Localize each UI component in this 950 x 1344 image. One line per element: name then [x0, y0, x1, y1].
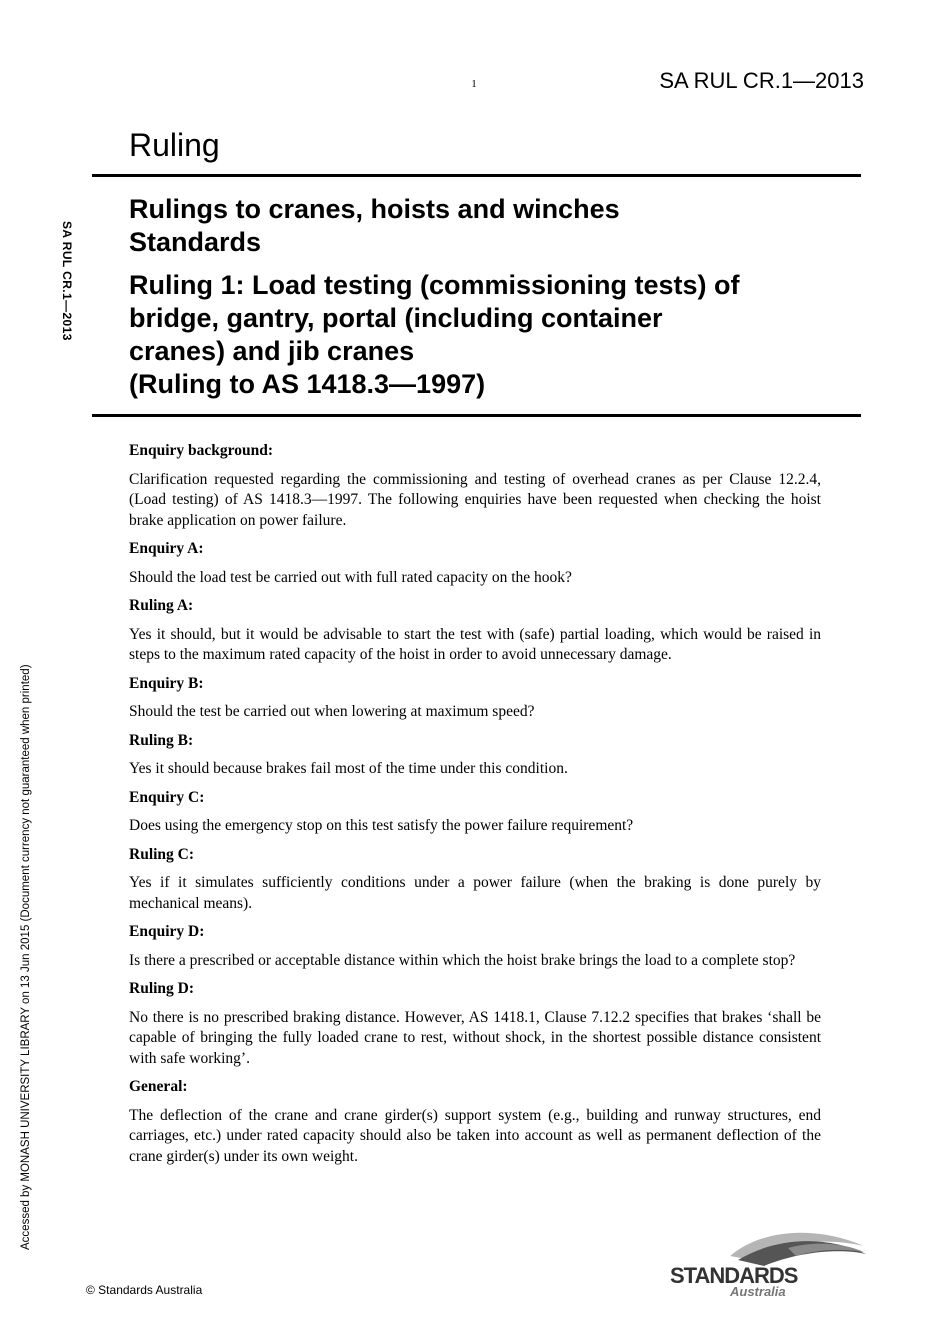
section-ruling-c: [129, 845, 821, 915]
section-heading: Ruling A:: [129, 597, 194, 614]
ruling-title: [129, 269, 849, 401]
document-type: Ruling: [129, 127, 220, 163]
section-enquiry-d: [129, 922, 821, 971]
side-document-code: SA RUL CR.1—2013: [60, 221, 74, 341]
section-enquiry-a: [129, 539, 821, 588]
section-heading: Ruling D:: [129, 980, 195, 997]
section-text: No there is no prescribed braking distance. However, AS 1418.1, Clause 7.12.2 specifies that brakes ‘shall be capable of bringing the fully loaded crane to rest, without shock, in the shortest possible distance consistent with safe working’.: [129, 1008, 821, 1067]
ruling-title-line: Ruling 1: Load testing (commissioning tests) of: [129, 270, 740, 300]
section-text: Should the load test be carried out with full rated capacity on the hook?: [129, 568, 572, 586]
title-block: [129, 193, 849, 401]
ruling-title-line: cranes) and jib cranes: [129, 336, 415, 366]
standards-australia-logo: [668, 1226, 868, 1302]
section-text: Clarification requested regarding the commissioning and testing of overhead cranes as per Clause 12.2.4, (Load testing) of AS 1418.3—1997. The following enquiries have been requested when checking the hoist brake application on power failure.: [129, 470, 821, 529]
series-title: [129, 193, 849, 259]
top-divider: [92, 174, 861, 177]
section-text: Yes if it simulates sufficiently conditions under a power failure (when the braking is done purely by mechanical means).: [129, 874, 821, 912]
section-ruling-b: [129, 731, 821, 780]
section-text: Yes it should, but it would be advisable to start the test with (safe) partial loading, which would be raised in steps to the maximum rated capacity of the hoist in order to avoid unnecessary damage.: [129, 625, 821, 663]
access-note: Accessed by MONASH UNIVERSITY LIBRARY on 13 Jun 2015 (Document currency not guaranteed when printed): [20, 664, 32, 1250]
copyright-notice: © Standards Australia: [86, 1283, 203, 1297]
ruling-title-line: bridge, gantry, portal (including container: [129, 303, 663, 333]
section-heading: General:: [129, 1078, 188, 1095]
logo-wordmark: STANDARDS: [670, 1263, 798, 1288]
series-title-line: Rulings to cranes, hoists and winches: [129, 194, 620, 224]
section-heading: Enquiry A:: [129, 540, 204, 557]
logo-subtext: Australia: [730, 1284, 786, 1299]
section-ruling-d: [129, 979, 821, 1069]
section-text: Is there a prescribed or acceptable distance within which the hoist brake brings the load to a complete stop?: [129, 951, 796, 969]
access-note-container: [20, 598, 36, 1250]
section-heading: Enquiry C:: [129, 788, 205, 806]
bottom-divider: [92, 414, 861, 417]
section-enquiry-background: [129, 441, 821, 531]
section-enquiry-c: [129, 788, 821, 837]
section-heading: Ruling C:: [129, 845, 195, 863]
document-code: SA RUL CR.1—2013: [659, 68, 864, 93]
section-heading: Enquiry D:: [129, 923, 205, 940]
section-enquiry-b: [129, 674, 821, 723]
series-title-line: Standards: [129, 227, 262, 257]
section-text: Does using the emergency stop on this test satisfy the power failure requirement?: [129, 817, 634, 834]
logo-svg: [668, 1226, 868, 1302]
section-text: Should the test be carried out when lowering at maximum speed?: [129, 703, 535, 720]
page-number: 1: [471, 78, 477, 90]
section-heading: Enquiry B:: [129, 674, 204, 692]
section-ruling-a: [129, 596, 821, 666]
body-content: [129, 441, 821, 1175]
section-text: Yes it should because brakes fail most of the time under this condition.: [129, 760, 568, 777]
section-heading: Ruling B:: [129, 731, 194, 749]
section-heading: Enquiry background:: [129, 442, 274, 459]
section-text: The deflection of the crane and crane girder(s) support system (e.g., building and runway structures, end carriages, etc.) under rated capacity should also be taken into account as well as permanent deflection of the crane girder(s) under its own weight.: [129, 1106, 821, 1165]
side-code-container: [54, 221, 74, 371]
section-general: [129, 1077, 821, 1167]
ruling-title-line: (Ruling to AS 1418.3—1997): [129, 369, 486, 399]
